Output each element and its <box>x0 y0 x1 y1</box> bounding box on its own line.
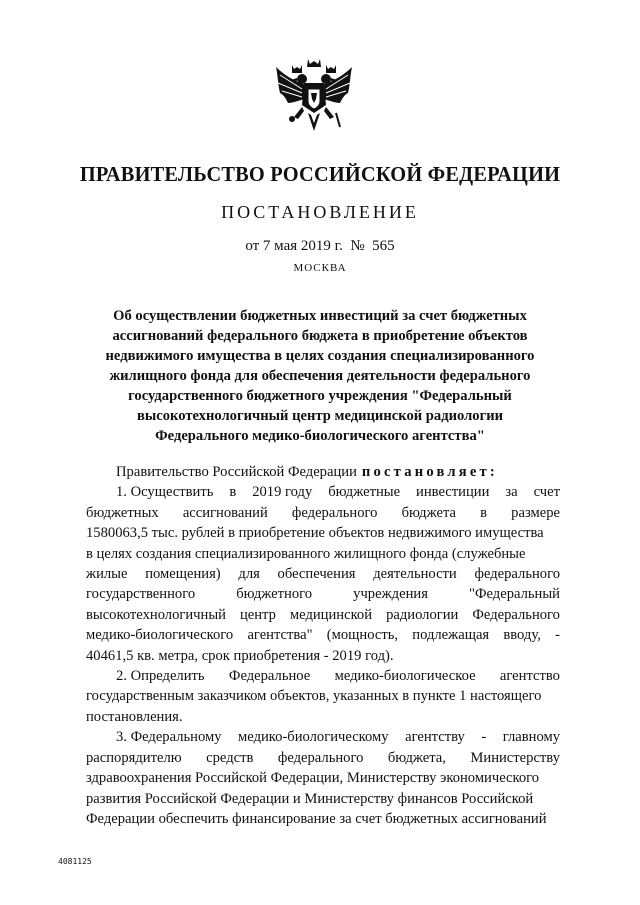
paragraph-word: бюджетного <box>236 586 313 603</box>
paragraph-word: в <box>229 484 237 501</box>
paragraph-word: - <box>481 729 487 746</box>
paragraph-word: федерального <box>474 566 560 583</box>
paragraph-1 <box>86 482 560 666</box>
paragraph-word: деятельности <box>373 566 457 583</box>
paragraph-word: (мощность, <box>326 627 399 644</box>
paragraph-word: - <box>555 627 560 644</box>
paragraph-word: агентству <box>405 729 465 746</box>
paragraph-line <box>86 789 560 809</box>
paragraph-word: Федерального <box>472 606 560 623</box>
paragraph-word: жилые <box>86 566 128 583</box>
russian-coat-of-arms-icon <box>272 55 356 139</box>
subject-line: ассигнований федерального бюджета в приобретение объектов <box>112 328 528 344</box>
paragraph-word: государственным заказчиком объектов, указанных в пункте 1 настоящего <box>86 688 542 705</box>
paragraph-word: медико-биологическому <box>238 729 389 746</box>
paragraph-word: для <box>238 566 260 583</box>
paragraph-line <box>86 768 560 788</box>
subject-line: высокотехнологичный центр медицинской радиологии <box>136 408 504 424</box>
paragraph-line <box>86 707 560 727</box>
paragraph-line <box>86 584 560 604</box>
government-title: ПРАВИТЕЛЬСТВО РОССИЙСКОЙ ФЕДЕРАЦИИ <box>79 162 561 186</box>
paragraph-word: агентства" <box>247 627 313 644</box>
paragraph-word: федерального <box>291 504 378 521</box>
paragraph-word: радиологии <box>386 606 459 623</box>
paragraph-word: обеспечения <box>277 566 356 583</box>
paragraph-word: постановления. <box>86 708 183 725</box>
paragraph-word: в <box>480 504 488 521</box>
paragraph-word: ассигнований <box>182 504 268 521</box>
subject-line: государственного бюджетного учреждения "Федеральный <box>128 388 512 404</box>
city-label: МОСКВА <box>293 262 347 274</box>
paragraph-word: Федеральное <box>228 668 311 685</box>
paragraph-word: Министерству <box>470 749 560 766</box>
paragraph-word: учреждения <box>353 586 428 603</box>
paragraph-word: 1580063,5 тыс. рублей в приобретение объектов недвижимого имущества <box>86 525 544 542</box>
paragraph-word: распорядителю <box>86 749 182 766</box>
paragraph-word: бюджета <box>401 504 456 521</box>
paragraph-line <box>86 748 560 768</box>
paragraph-line <box>86 564 560 584</box>
intro-line <box>86 462 560 482</box>
paragraph-word: вводу, <box>503 627 541 644</box>
paragraph-word: высокотехнологичный <box>86 606 226 623</box>
paragraph-word: помещения) <box>145 566 221 583</box>
paragraph-word: счет <box>533 484 560 501</box>
paragraph-word: медико-биологического <box>86 627 234 644</box>
paragraph-word: бюджетные <box>328 484 401 501</box>
paragraph-word: главному <box>502 729 560 746</box>
subject-line: Об осуществлении бюджетных инвестиций за счет бюджетных <box>113 308 527 324</box>
number-label: № <box>350 238 365 254</box>
paragraph-word: развития Российской Федерации и Министерству финансов Российской <box>86 790 534 807</box>
paragraph-word: Федерации обеспечить финансирование за счет бюджетных ассигнований <box>86 810 547 827</box>
paragraph-word: за <box>505 484 518 501</box>
document-number: 565 <box>372 238 395 254</box>
paragraph-line <box>86 482 560 502</box>
paragraph-word: здравоохранения Российской Федерации, Министерству экономического <box>86 770 540 787</box>
document-body <box>86 462 560 829</box>
paragraph-line <box>86 646 560 666</box>
paragraph-word: бюджета, <box>387 749 446 766</box>
document-type: ПОСТАНОВЛЕНИЕ <box>221 202 419 222</box>
paragraph-2 <box>86 666 560 727</box>
paragraph-word: центр <box>239 606 276 623</box>
paragraph-word: 3. Федеральному <box>116 729 222 746</box>
paragraph-line <box>86 605 560 625</box>
paragraph-line <box>86 503 560 523</box>
paragraph-word: 1. Осуществить <box>116 484 214 501</box>
paragraph-word: подлежащая <box>412 627 490 644</box>
subject-line: недвижимого имущества в целях создания специализированного <box>105 348 535 364</box>
paragraph-word: бюджетных <box>86 504 159 521</box>
subject-line: Федерального медико-биологического агентства" <box>155 428 485 444</box>
paragraph-word: в целях создания специализированного жилищного фонда (служебные <box>86 545 526 562</box>
document-code: 4081125 <box>58 857 92 866</box>
subject-line: жилищного фонда для обеспечения деятельности федерального <box>109 368 531 384</box>
paragraph-line <box>86 809 560 829</box>
paragraph-word: размере <box>511 504 560 521</box>
paragraph-line <box>86 544 560 564</box>
document-subject <box>100 306 540 446</box>
paragraph-word: 40461,5 кв. метра, срок приобретения - 2019 год). <box>86 647 394 664</box>
paragraph-word: медико-биологическое <box>334 668 476 685</box>
date-line <box>0 238 640 255</box>
paragraph-line <box>86 686 560 706</box>
paragraph-word: государственного <box>86 586 196 603</box>
paragraph-word: 2. Определить <box>116 668 205 685</box>
document-date: от 7 мая 2019 г. <box>245 238 343 254</box>
paragraph-word: средств <box>206 749 254 766</box>
paragraph-word: 2019 году <box>252 484 313 501</box>
paragraph-line <box>86 625 560 645</box>
paragraph-word: инвестиции <box>416 484 490 501</box>
intro-text: Правительство Российской Федерации <box>116 464 357 480</box>
paragraph-3 <box>86 727 560 829</box>
paragraph-word: агентство <box>499 668 560 685</box>
decree-word: постановляет: <box>361 464 498 480</box>
paragraph-line <box>86 727 560 747</box>
paragraph-word: федерального <box>277 749 364 766</box>
paragraph-word: "Федеральный <box>469 586 560 603</box>
paragraph-line <box>86 666 560 686</box>
paragraph-word: медицинской <box>289 606 373 623</box>
paragraph-line <box>86 523 560 543</box>
